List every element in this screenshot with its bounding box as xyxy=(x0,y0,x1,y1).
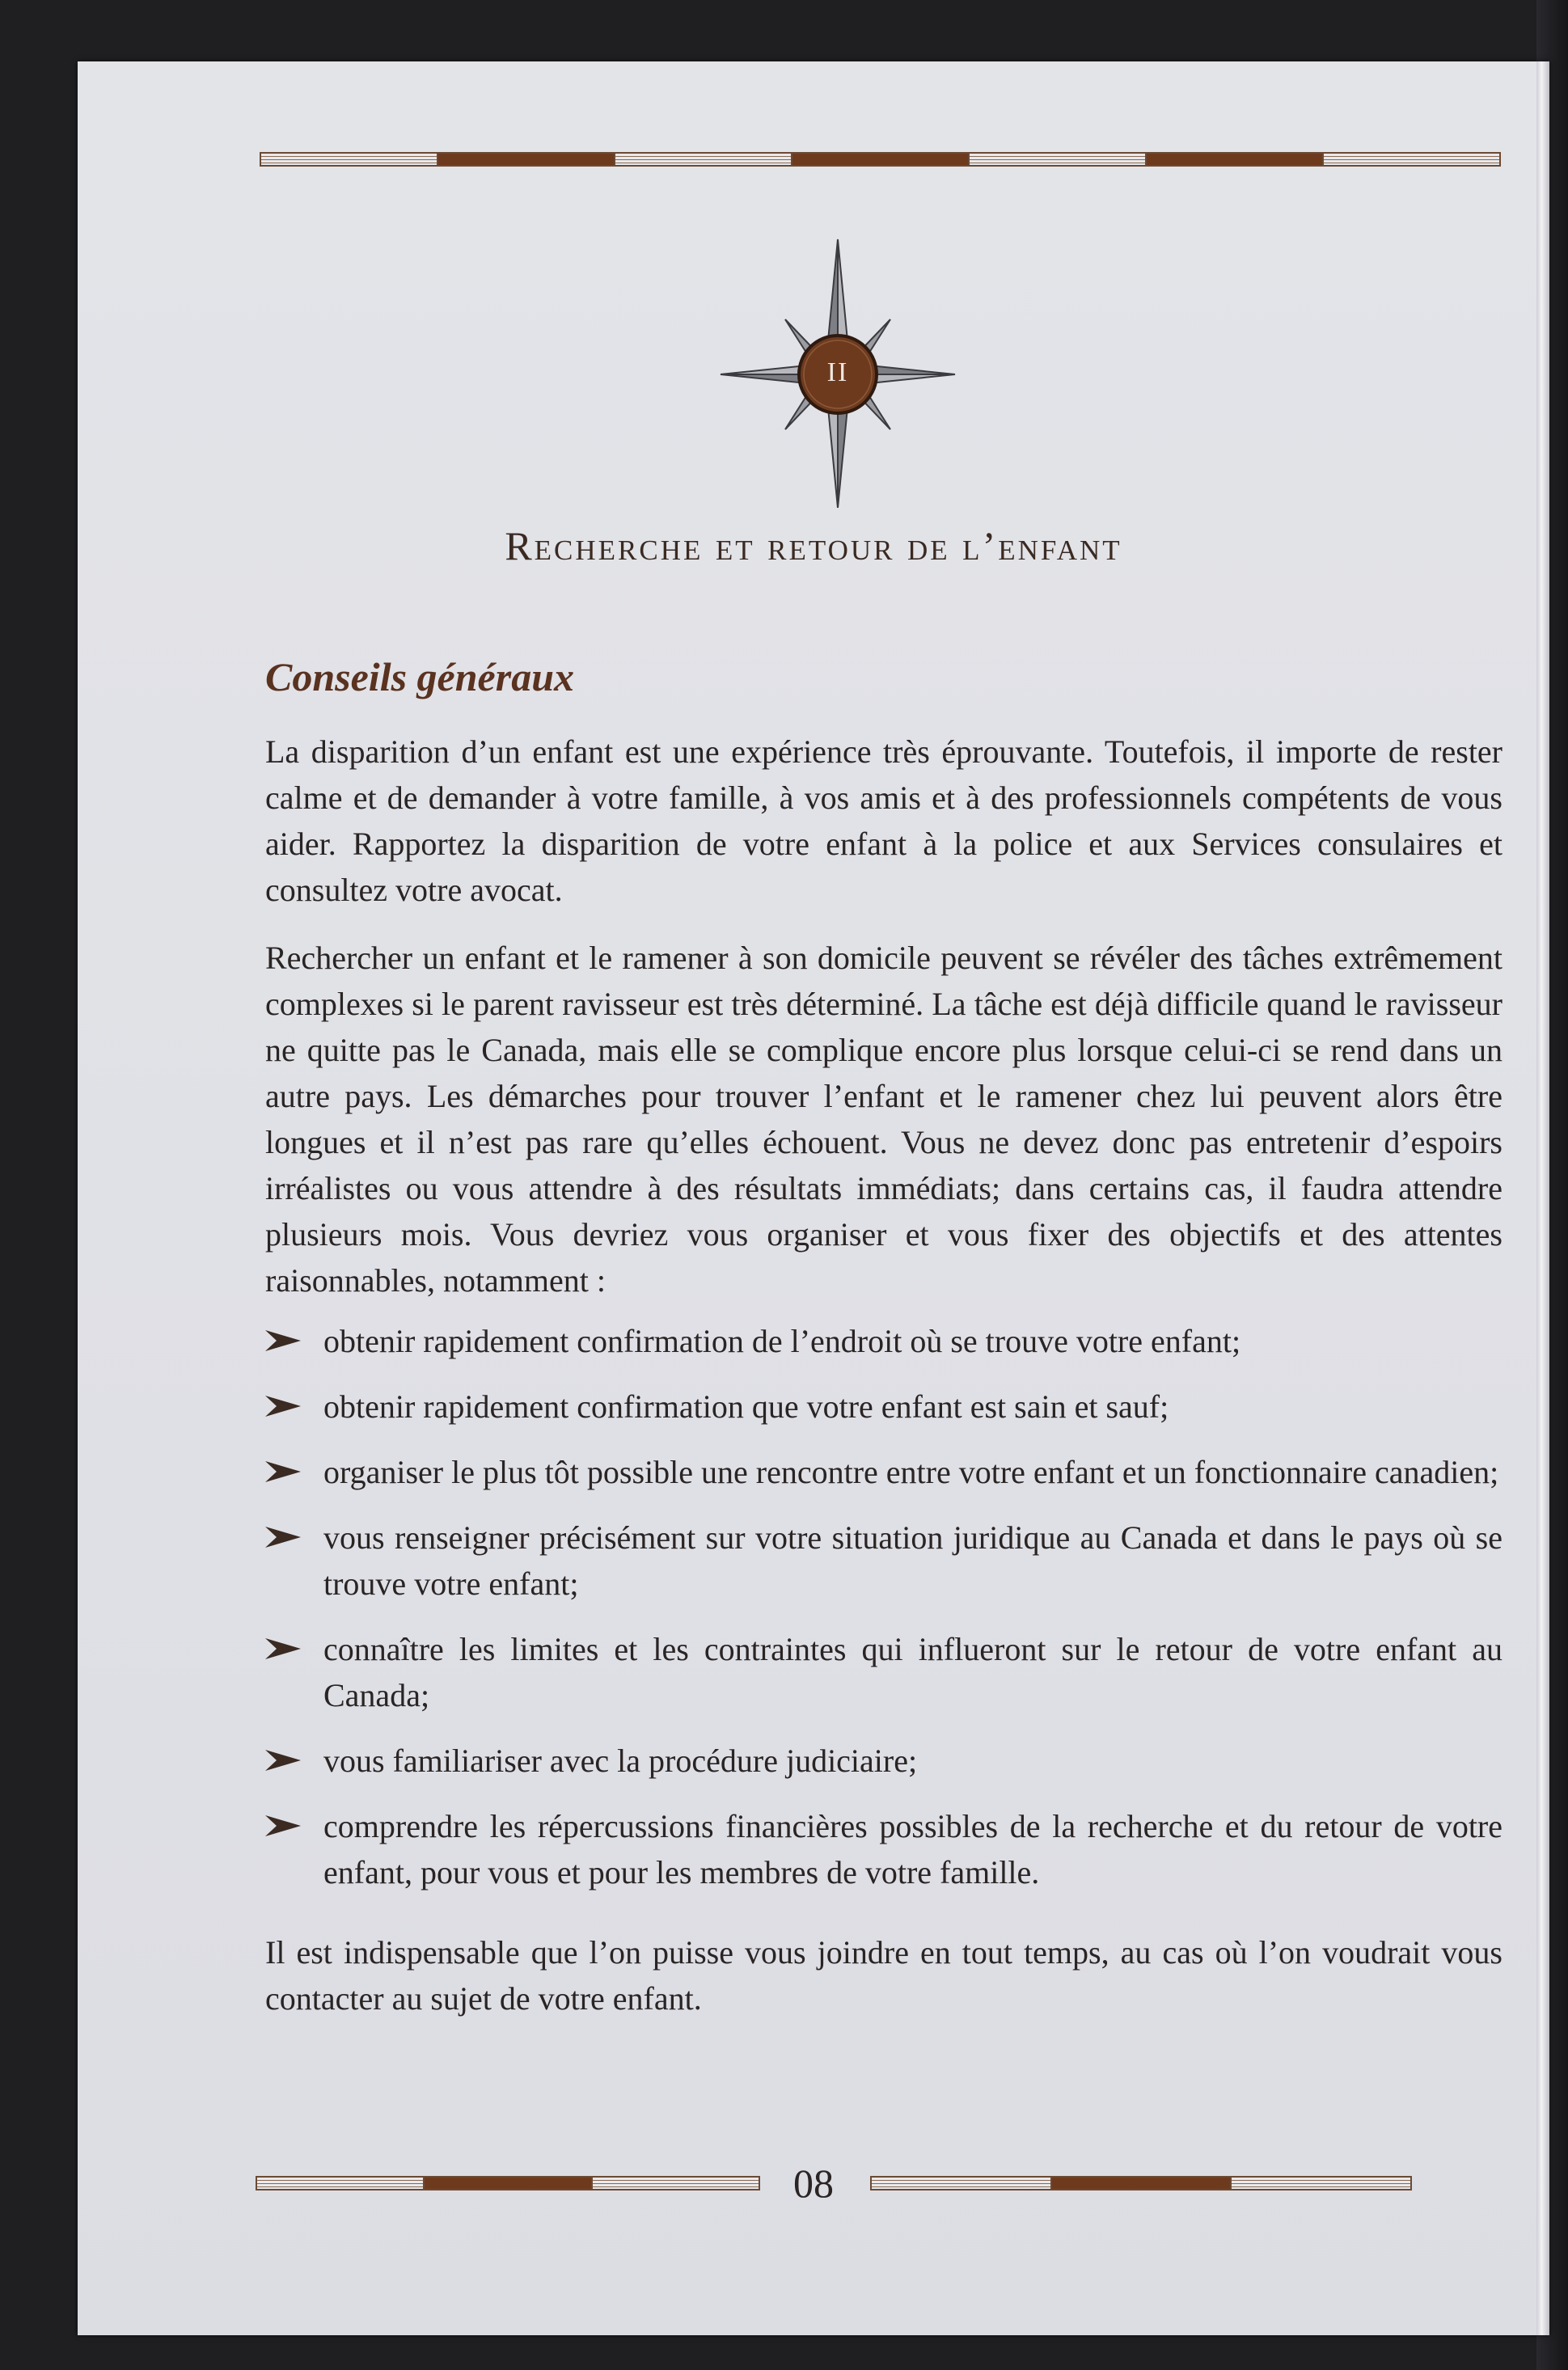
paragraph: Rechercher un enfant et le ramener à son domicile peuvent se révéler des tâches extrêmement complexes si le parent ravisseur est très déterminé. La tâche est déjà difficile quand le ravisseur ne quitte pas le Canada, mais elle se complique encore plus lorsque celui-ci se rend dans un autre pays. Les démarches pour trouver l’enfant et le ramener chez lui peuvent alors être longues et il n’est pas rare qu’elles échouent. Vous ne devez donc pas entretenir d’espoirs irréalistes ou vous attendre à des résultats immédiats; dans certains cas, il faudra attendre plusieurs mois. Vous devriez vous organiser et vous fixer des objectifs et des attentes raisonnables, notamment : xyxy=(265,940,1502,1299)
page-footer xyxy=(78,2159,1549,2207)
section-heading: Conseils généraux xyxy=(265,654,575,699)
top-decorative-band xyxy=(260,152,1501,167)
chapter-title: Recherche et retour de l’enfant xyxy=(505,523,1122,568)
objectives-list xyxy=(265,1318,1502,1895)
arrowhead-bullet-icon xyxy=(265,1527,301,1548)
list-item-text: vous renseigner précisément sur votre situation juridique au Canada et dans le pays où se trouve votre enfant; xyxy=(323,1519,1502,1602)
closing-paragraph: Il est indispensable que l’on puisse vous joindre en tout temps, au cas où l’on voudrait vous contacter au sujet de votre enfant. xyxy=(265,1934,1502,2017)
compass-rose-emblem xyxy=(716,233,959,508)
arrowhead-bullet-icon xyxy=(265,1461,301,1482)
arrowhead-bullet-icon xyxy=(265,1815,301,1836)
arrowhead-bullet-icon xyxy=(265,1638,301,1659)
paragraph: La disparition d’un enfant est une expérience très éprouvante. Toutefois, il importe de rester calme et de demander à votre famille, à vos amis et à des professionnels compétents de vous aider. Rapportez la disparition de votre enfant à la police et aux Services consulaires et consultez votre avocat. xyxy=(265,733,1502,908)
arrowhead-bullet-icon xyxy=(265,1330,301,1351)
arrowhead-bullet-icon xyxy=(265,1750,301,1771)
footer-band-left xyxy=(256,2176,760,2190)
list-item xyxy=(265,1803,1502,1895)
arrowhead-bullet-icon xyxy=(265,1396,301,1417)
book-page xyxy=(78,61,1549,2335)
list-item-text: comprendre les répercussions financières possibles de la recherche et du retour de votre enfant, pour vous et pour les membres de votre famille. xyxy=(323,1808,1502,1891)
body-text xyxy=(265,729,1502,2043)
page-edge xyxy=(1536,61,1549,2335)
list-item-text: obtenir rapidement confirmation que votre enfant est sain et sauf; xyxy=(323,1388,1169,1425)
page-number: 08 xyxy=(793,2161,834,2206)
list-item-text: obtenir rapidement confirmation de l’endroit où se trouve votre enfant; xyxy=(323,1323,1241,1359)
list-item-text: organiser le plus tôt possible une rencontre entre votre enfant et un fonctionnaire canadien; xyxy=(323,1454,1499,1490)
footer-band-right xyxy=(870,2176,1412,2190)
chapter-numeral: II xyxy=(826,357,849,387)
list-item xyxy=(265,1318,1502,1364)
list-item xyxy=(265,1384,1502,1430)
list-item-text: vous familiariser avec la procédure judiciaire; xyxy=(323,1743,918,1779)
list-item xyxy=(265,1449,1502,1495)
list-item-text: connaître les limites et les contraintes qui influeront sur le retour de votre enfant au Canada; xyxy=(323,1631,1502,1713)
list-item xyxy=(265,1626,1502,1718)
list-item xyxy=(265,1738,1502,1784)
list-item xyxy=(265,1515,1502,1607)
